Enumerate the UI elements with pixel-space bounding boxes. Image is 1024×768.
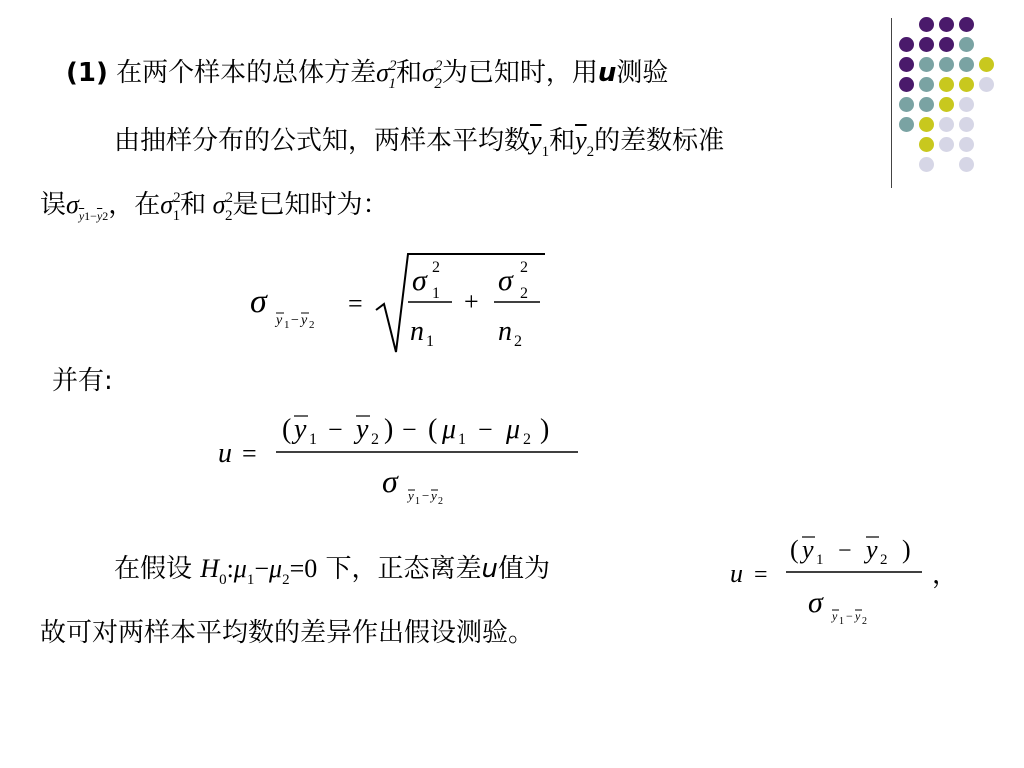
svg-text:): ) <box>384 414 394 445</box>
decorative-dot <box>919 97 934 112</box>
decorative-dot <box>959 37 974 52</box>
decorative-dot <box>939 137 954 152</box>
decorative-dot <box>939 77 954 92</box>
line1-text-c: 测验 <box>616 58 669 88</box>
line5-text-c: 值为 <box>498 554 551 584</box>
line1-text-b: 为已知时，用 <box>441 58 598 88</box>
line-3 <box>40 190 389 224</box>
svg-text:−: − <box>478 415 493 444</box>
line2-text-a: 由抽样分布的公式知，两样本平均数 <box>114 126 531 156</box>
svg-text:): ) <box>902 535 911 564</box>
sigma2-squared: $\sigma^2_2$ <box>421 58 443 92</box>
line5-comma: ， <box>932 560 959 590</box>
svg-text:2: 2 <box>520 259 528 276</box>
line3-and: 和 <box>180 190 207 220</box>
sigma1-squared: $\sigma^2_1$ <box>376 58 397 92</box>
y2-bar: $\overline{y}_2$ <box>575 126 595 160</box>
decorative-dot <box>959 157 974 172</box>
svg-text:2: 2 <box>309 319 315 331</box>
svg-text:y: y <box>802 535 814 564</box>
line2-text-b: 的差数标准 <box>594 126 725 156</box>
decorative-dot <box>919 37 934 52</box>
decorative-dot <box>959 57 974 72</box>
svg-text:−: − <box>838 538 852 564</box>
svg-text:y: y <box>431 488 437 503</box>
svg-text:σ: σ <box>498 264 513 297</box>
decorative-dot <box>939 117 954 132</box>
formula-u <box>210 404 590 512</box>
svg-text:(: ( <box>282 414 292 445</box>
svg-text:1: 1 <box>415 496 420 507</box>
svg-text:(: ( <box>790 535 799 564</box>
svg-text:u: u <box>218 438 232 469</box>
formula-u-h0 <box>726 526 936 626</box>
decorative-dot <box>899 77 914 92</box>
svg-text:1: 1 <box>816 552 824 568</box>
svg-text:y: y <box>356 414 369 445</box>
svg-text:σ: σ <box>250 283 267 320</box>
line-4 <box>52 368 113 394</box>
svg-text:−: − <box>422 488 430 503</box>
y1-bar: $\overline{y}_1$ <box>530 126 550 160</box>
svg-text:y: y <box>866 535 878 564</box>
svg-text:1: 1 <box>309 431 317 448</box>
svg-text:2: 2 <box>438 496 443 507</box>
svg-text:2: 2 <box>520 285 528 302</box>
svg-text:): ) <box>540 414 550 445</box>
svg-text:1: 1 <box>458 431 466 448</box>
line3-text-a: 误 <box>40 190 67 220</box>
svg-text:y: y <box>301 313 308 328</box>
decorative-dot <box>939 37 954 52</box>
decorative-dot <box>919 57 934 72</box>
decorative-dot <box>899 97 914 112</box>
svg-text:n: n <box>410 316 424 347</box>
line2-and: 和 <box>549 126 576 156</box>
decorative-dot <box>939 17 954 32</box>
decorative-dot <box>959 17 974 32</box>
svg-text:1: 1 <box>839 616 844 626</box>
line1-and: 和 <box>395 58 422 88</box>
decorative-dot <box>979 77 994 92</box>
svg-text:σ: σ <box>412 264 427 297</box>
svg-text:1: 1 <box>426 333 434 350</box>
svg-text:y: y <box>408 488 414 503</box>
line3-text-b: ，在 <box>108 190 161 220</box>
formula-standard-error <box>240 240 560 360</box>
decorative-dot <box>959 117 974 132</box>
svg-text:y: y <box>832 609 838 623</box>
u-variable: u <box>597 58 617 88</box>
svg-text:2: 2 <box>523 431 531 448</box>
svg-text:n: n <box>498 316 512 347</box>
decorative-dot <box>899 57 914 72</box>
sigma2-sq-small: $\sigma^2_2$ <box>212 190 233 224</box>
svg-text:(: ( <box>428 414 438 445</box>
svg-text:2: 2 <box>432 259 440 276</box>
decorative-dot <box>959 97 974 112</box>
svg-text:1: 1 <box>432 285 440 302</box>
decorative-dot <box>959 137 974 152</box>
svg-text:=: = <box>348 289 363 318</box>
svg-text:+: + <box>464 287 479 316</box>
decorative-dot <box>919 77 934 92</box>
decorative-dot <box>939 57 954 72</box>
line6-text: 故可对两样本平均数的差异作出假设测验。 <box>40 618 535 648</box>
u-variable-2: u <box>481 554 499 584</box>
line-6 <box>40 620 534 646</box>
decorative-dot <box>919 157 934 172</box>
svg-text:y: y <box>294 414 307 445</box>
svg-text:2: 2 <box>880 552 888 568</box>
line-2 <box>114 126 725 160</box>
divider-line <box>891 18 892 188</box>
decorative-dot <box>959 77 974 92</box>
decorative-dot <box>919 17 934 32</box>
line3-text-c: 是已知时为： <box>232 190 389 220</box>
decorative-dot <box>899 37 914 52</box>
svg-text:σ: σ <box>808 586 823 619</box>
svg-text:=: = <box>754 562 768 588</box>
line-1 <box>66 58 669 92</box>
svg-text:2: 2 <box>514 333 522 350</box>
line5-text-a: 在假设 <box>114 554 193 584</box>
decorative-dot <box>919 117 934 132</box>
decorative-dot <box>899 117 914 132</box>
svg-text:u: u <box>730 559 743 588</box>
item-number: (1) <box>66 58 108 88</box>
svg-text:−: − <box>328 415 343 444</box>
svg-text:−: − <box>291 313 299 328</box>
line1-text-a: 在两个样本的总体方差 <box>116 58 377 88</box>
svg-text:y: y <box>276 313 283 328</box>
svg-text:−: − <box>402 415 417 444</box>
svg-text:μ: μ <box>442 414 457 445</box>
decorative-dot <box>979 57 994 72</box>
decorative-dot <box>939 97 954 112</box>
svg-text:1: 1 <box>284 319 290 331</box>
svg-text:2: 2 <box>371 431 379 448</box>
line4-text: 并有: <box>52 366 113 396</box>
sigma-diff: $\sigma_{\overline{y}1-\overline{y}2}$ <box>66 190 109 223</box>
svg-text:=: = <box>242 439 257 468</box>
line5-text-b: 下，正态离差 <box>325 554 482 584</box>
hypothesis-h0: $H_0:\mu_1-\mu_2=0$ <box>200 554 318 588</box>
svg-text:σ: σ <box>382 463 398 499</box>
line-5 <box>114 554 551 588</box>
svg-text:−: − <box>846 609 853 623</box>
svg-text:2: 2 <box>862 616 867 626</box>
svg-text:μ: μ <box>506 414 521 445</box>
svg-text:y: y <box>855 609 861 623</box>
decorative-dot <box>919 137 934 152</box>
sigma1-sq-small: $\sigma^2_1$ <box>160 190 181 224</box>
